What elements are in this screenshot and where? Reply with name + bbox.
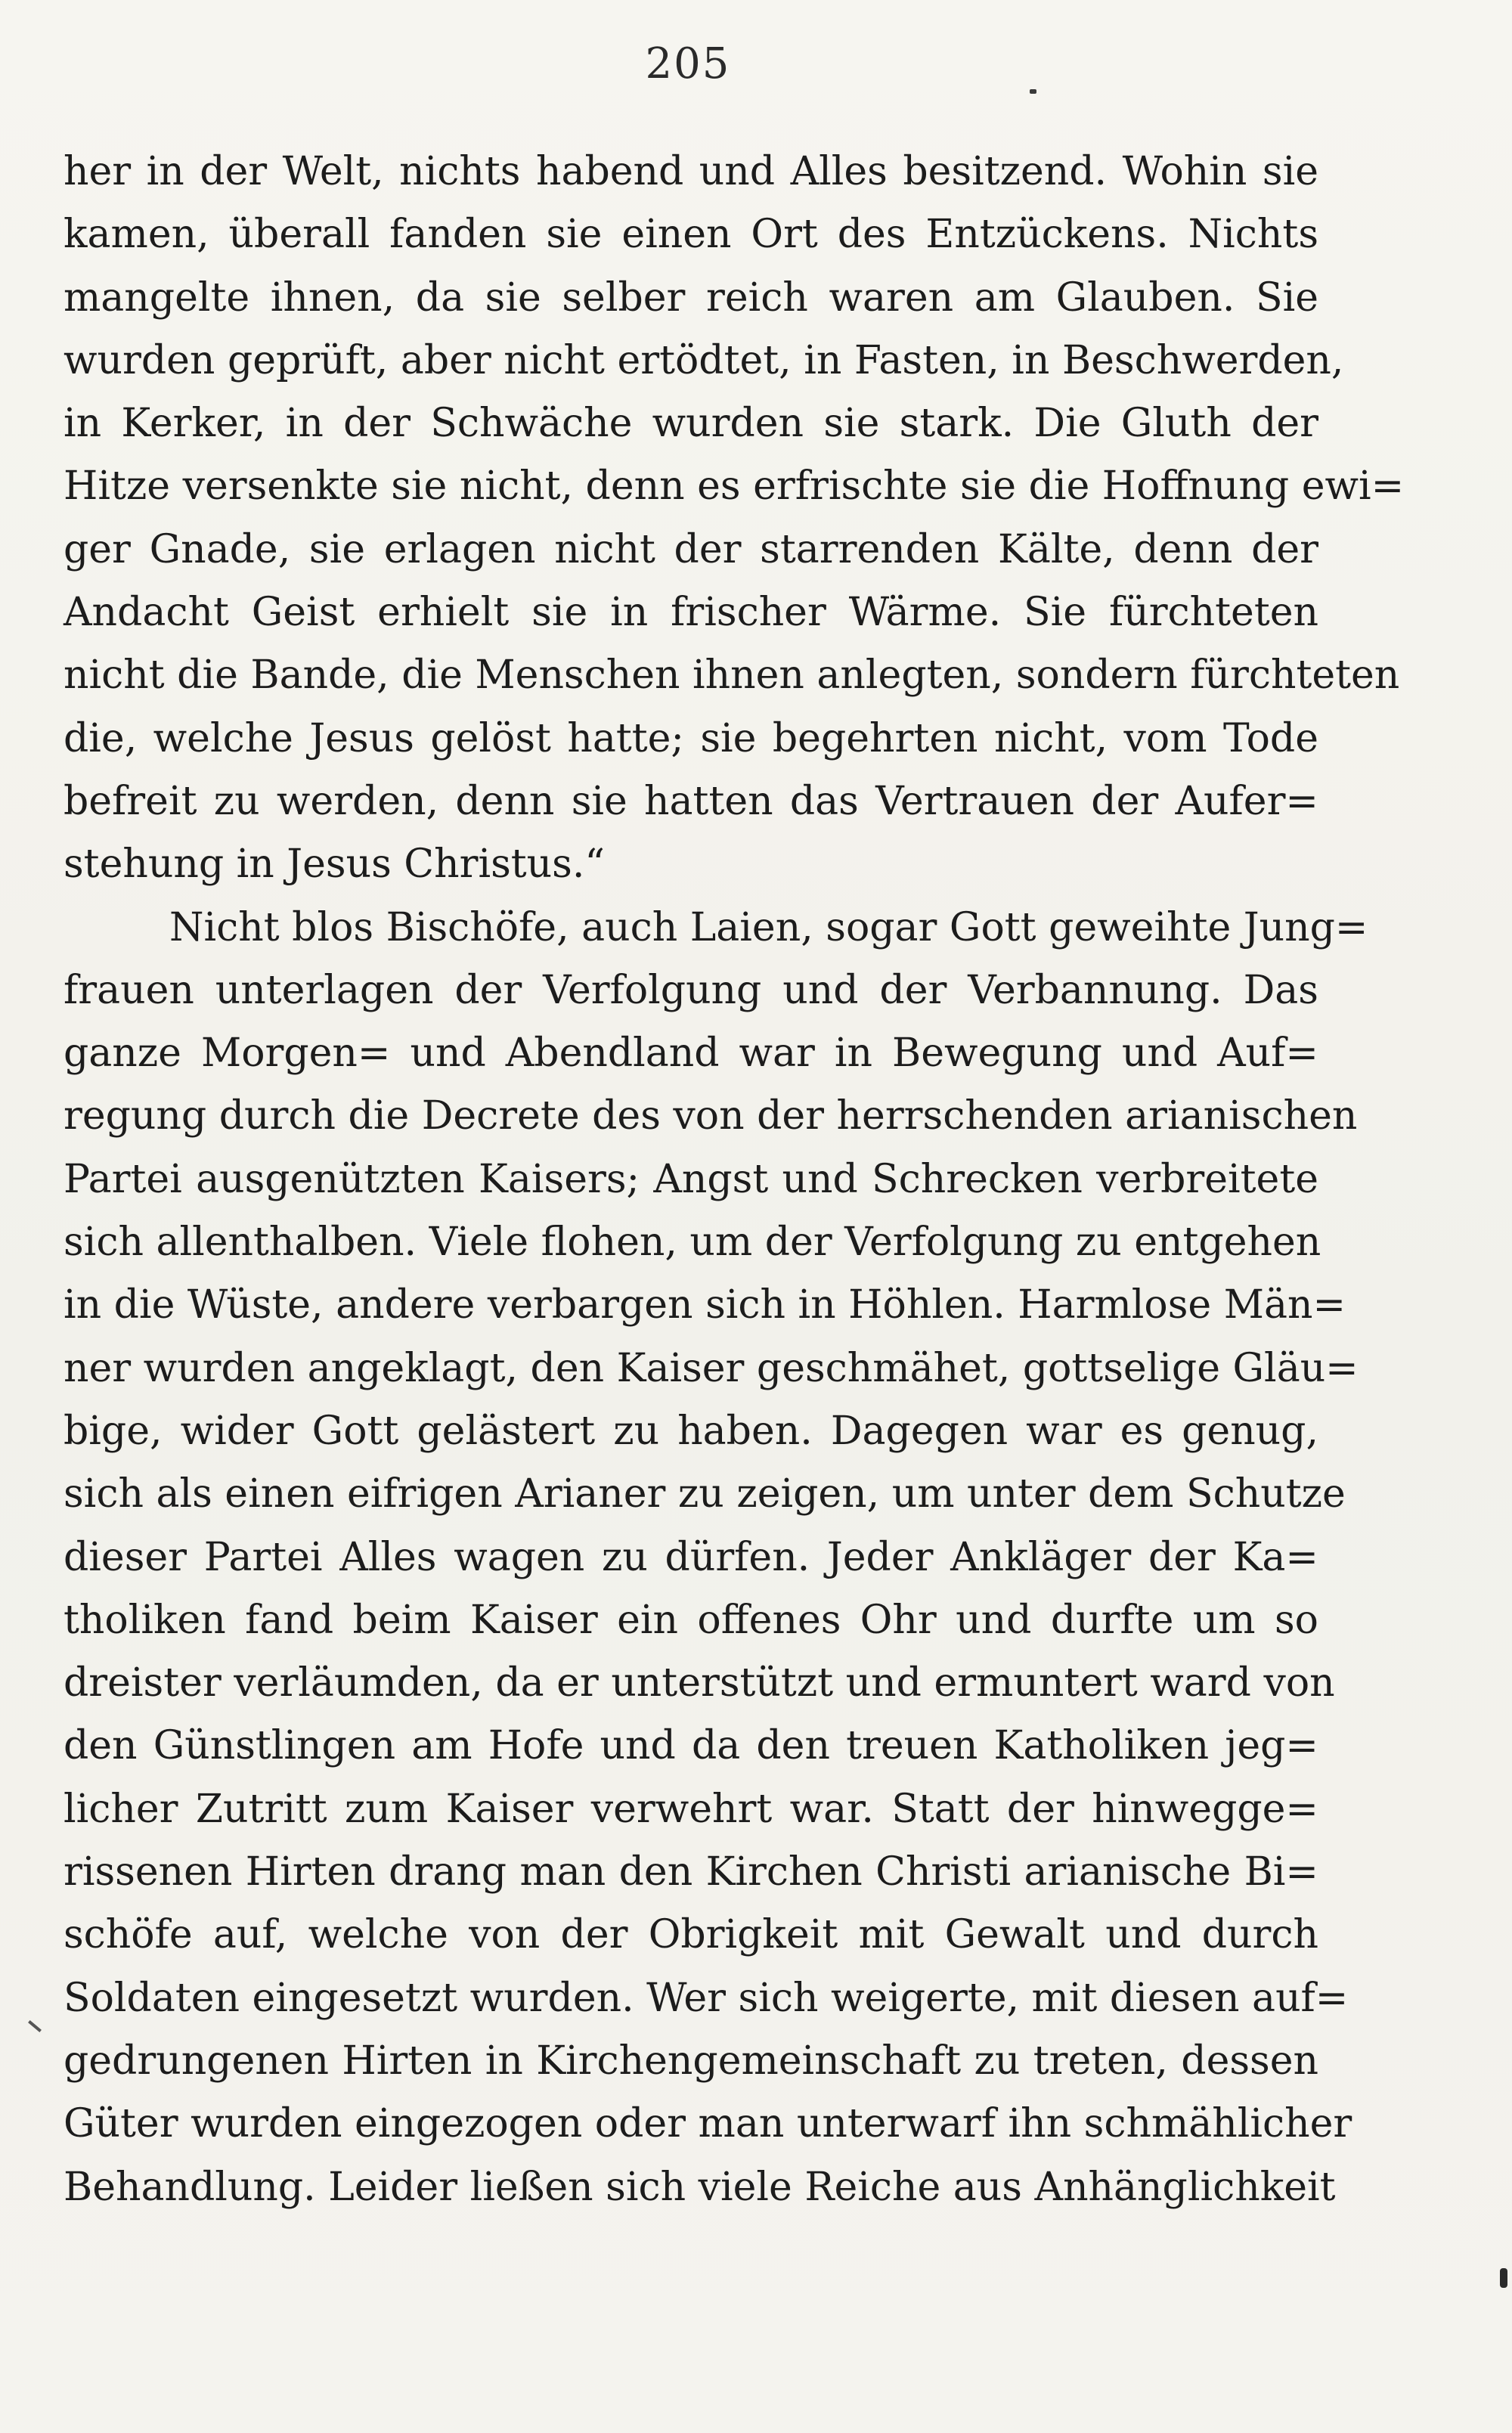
paragraph-end-line: stehung in Jesus Christus.“ [64,841,605,888]
text-line: rissenen Hirten drang man den Kirchen Christi arianische Bi= [64,1849,1318,1895]
text-line: Soldaten eingesetzt wurden. Wer sich weigerte, mit diesen auf= [64,1975,1349,2021]
text-line: sich als einen eifrigen Arianer zu zeigen, um unter dem Schutze [64,1471,1346,1517]
text-line: dreister verläumden, da er unterstützt und ermuntert ward von [64,1660,1335,1706]
edge-speck [1500,2268,1507,2288]
text-line: schöfe auf, welche von der Obrigkeit mit Gewalt und durch [64,1912,1318,1958]
text-line: licher Zutritt zum Kaiser verwehrt war. Statt der hinwegge= [64,1786,1318,1832]
paragraph-start-line: Nicht blos Bischöfe, auch Laien, sogar Gott geweihte Jung= [169,904,1368,950]
text-line: ner wurden angeklagt, den Kaiser geschmähet, gottselige Gläu= [64,1345,1359,1391]
text-line: mangelte ihnen, da sie selber reich waren am Glauben. Sie [64,274,1318,321]
text-line: Andacht Geist erhielt sie in frischer Wärme. Sie fürchteten [64,590,1318,636]
text-line: ger Gnade, sie erlagen nicht der starrenden Kälte, denn der [64,526,1318,572]
text-line: gedrungenen Hirten in Kirchengemeinschaft zu treten, dessen [64,2038,1318,2084]
text-line: Güter wurden eingezogen oder man unterwarf ihn schmählicher [64,2101,1352,2147]
body-text [64,141,1405,2219]
text-line: dieser Partei Alles wagen zu dürfen. Jeder Ankläger der Ka= [64,1534,1318,1580]
text-line: Partei ausgenützten Kaisers; Angst und Schrecken verbreitete [64,1156,1318,1202]
text-line: regung durch die Decrete des von der herrschenden arianischen [64,1093,1358,1139]
text-line: befreit zu werden, denn sie hatten das Vertrauen der Aufer= [64,778,1318,824]
text-line: bige, wider Gott gelästert zu haben. Dagegen war es genug, [64,1408,1318,1454]
text-line: tholiken fand beim Kaiser ein offenes Ohr und durfte um so [64,1597,1318,1643]
text-line: die, welche Jesus gelöst hatte; sie begehrten nicht, vom Tode [64,715,1318,761]
text-line: frauen unterlagen der Verfolgung und der Verbannung. Das [64,967,1318,1013]
text-line: den Günstlingen am Hofe und da den treuen Katholiken jeg= [64,1723,1318,1769]
print-speck [1030,89,1036,94]
text-line: in Kerker, in der Schwäche wurden sie stark. Die Gluth der [64,401,1318,447]
text-line: wurden geprüft, aber nicht ertödtet, in Fasten, in Beschwerden, [64,337,1344,383]
text-line: her in der Welt, nichts habend und Alles besitzend. Wohin sie [64,149,1318,194]
text-line: ganze Morgen= und Abendland war in Bewegung und Auf= [64,1031,1318,1077]
text-line: nicht die Bande, die Menschen ihnen anlegten, sondern fürchteten [64,652,1400,699]
text-line: kamen, überall fanden sie einen Ort des Entzückens. Nichts [64,212,1318,258]
text-line: Behandlung. Leider ließen sich viele Reiche aus Anhänglichkeit [64,2164,1336,2210]
margin-speck [28,2020,42,2032]
text-line: sich allenthalben. Viele flohen, um der Verfolgung zu entgehen [64,1220,1321,1266]
text-line: Hitze versenkte sie nicht, denn es erfrischte sie die Hoffnung ewi= [64,463,1405,510]
text-line: in die Wüste, andere verbargen sich in Höhlen. Harmlose Män= [64,1282,1346,1328]
page-number: 205 [645,39,731,88]
